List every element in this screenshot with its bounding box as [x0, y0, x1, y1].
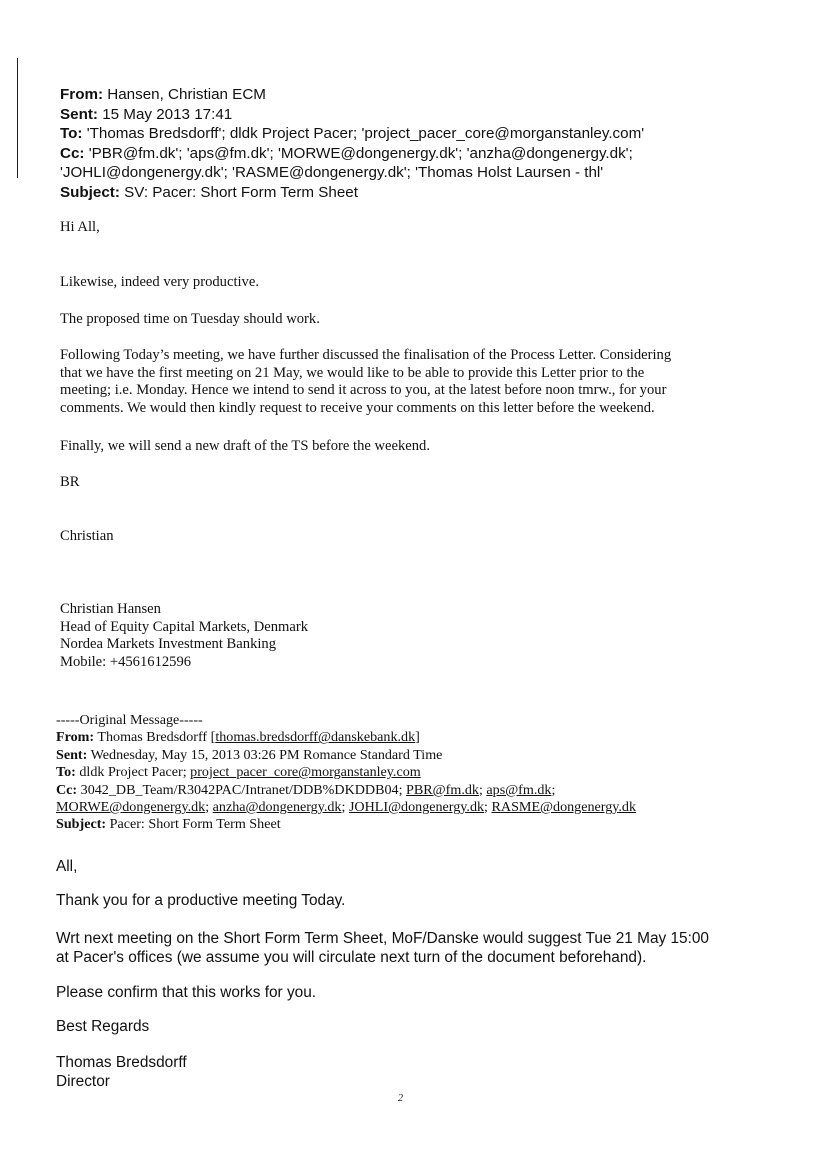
signature-mobile: Mobile: +4561612596: [60, 653, 192, 670]
header-from-row: [60, 85, 800, 105]
signature-title: Head of Equity Capital Markets, Denmark: [60, 618, 309, 635]
body2-paragraph-3: Please confirm that this works for you.: [56, 984, 317, 1001]
original-cc-email-link-5[interactable]: JOHLI@dongenergy.dk: [348, 799, 485, 816]
header-sent-label: Sent:: [60, 105, 98, 123]
header-subject-value: SV: Pacer: Short Form Term Sheet: [119, 183, 358, 201]
original-subject-value: Pacer: Short Form Term Sheet: [106, 816, 281, 833]
original-sent-value: Wednesday, May 15, 2013 03:26 PM Romance Standard Time: [87, 746, 443, 763]
scan-margin-mark: [17, 58, 18, 178]
original-cc-sep: ;: [341, 799, 349, 816]
original-from-email-link[interactable]: thomas.bredsdorff@danskebank.dk: [215, 729, 416, 746]
original-to-email-link[interactable]: project_pacer_core@morganstanley.com: [190, 764, 421, 781]
body2-paragraph-2-line-2: at Pacer's offices (we assume you will circulate next turn of the document beforehand).: [56, 948, 647, 966]
body2-signature-name: Thomas Bredsdorff: [56, 1054, 187, 1071]
body1-paragraph-3-line-2: that we have the first meeting on 21 May, we would like to be able to provide this Letter prior to the: [60, 364, 645, 381]
original-sent-label: Sent:: [56, 746, 88, 763]
body2-closing: Best Regards: [56, 1018, 150, 1035]
signature-company: Nordea Markets Investment Banking: [60, 636, 277, 653]
header-from-value: Hansen, Christian ECM: [103, 86, 266, 103]
original-to-row: [56, 764, 776, 781]
original-cc-sep: ;: [484, 799, 492, 816]
original-cc-email-link-6[interactable]: RASME@dongenergy.dk: [491, 799, 637, 816]
body1-greeting: Hi All,: [60, 219, 100, 235]
original-cc-email-link-1[interactable]: PBR@fm.dk: [406, 781, 479, 798]
body1-paragraph-1: Likewise, indeed very productive.: [60, 274, 259, 290]
body1-paragraph-2: The proposed time on Tuesday should work.: [60, 311, 320, 327]
original-divider: -----Original Message-----: [56, 712, 203, 728]
header-to-label: To:: [60, 125, 83, 142]
original-subject-label: Subject:: [56, 816, 107, 833]
original-from-close: ]: [415, 729, 420, 746]
original-cc-email-link-2[interactable]: aps@fm.dk: [486, 781, 552, 798]
body1-paragraph-3: [60, 347, 750, 417]
body1-name: Christian: [60, 528, 114, 544]
original-from-value: Thomas Bredsdorff [: [94, 729, 216, 746]
body2-paragraph-2: [56, 930, 786, 967]
signature-block: [60, 601, 308, 671]
body1-closing: BR: [60, 474, 80, 490]
header-sent-value: 15 May 2013 17:41: [97, 105, 233, 123]
header-to-row: [60, 124, 800, 144]
body1-paragraph-4: Finally, we will send a new draft of the TS before the weekend.: [60, 438, 431, 454]
body1-paragraph-3-line-4: comments. We would then kindly request to receive your comments on this letter before the weekend.: [60, 399, 655, 416]
original-cc-sep: ;: [205, 799, 213, 816]
original-sent-row: [56, 747, 776, 764]
header-sent-row: [60, 105, 800, 125]
body2-paragraph-1: Thank you for a productive meeting Today.: [56, 892, 346, 909]
original-cc-value: 3042_DB_Team/R3042PAC/Intranet/DDB%DKDDB04;: [77, 781, 407, 798]
original-to-label: To:: [56, 764, 76, 781]
original-cc-row: [56, 782, 776, 799]
body2-signature-title: Director: [56, 1072, 110, 1090]
header-cc-row: [60, 144, 800, 164]
header-cc-value-line1: 'PBR@fm.dk'; 'aps@fm.dk'; 'MORWE@dongenergy.dk'; 'anzha@dongenergy.dk';: [84, 144, 633, 162]
page-number: 2: [398, 1093, 403, 1104]
header-from-label: From:: [60, 86, 104, 103]
header-subject-label: Subject:: [60, 183, 120, 201]
original-cc-label: Cc:: [56, 781, 78, 798]
email-header: [60, 85, 800, 202]
body2-signature: [56, 1054, 786, 1091]
original-subject-row: [56, 816, 776, 833]
original-from-label: From:: [56, 729, 95, 746]
original-cc-row-2: [56, 799, 776, 816]
original-cc-sep: ;: [478, 781, 487, 798]
header-cc-value-line2: 'JOHLI@dongenergy.dk'; 'RASME@dongenergy.dk'; 'Thomas Holst Laursen - thl': [60, 164, 604, 181]
body2-greeting: All,: [56, 858, 78, 875]
header-cc-label: Cc:: [60, 144, 85, 162]
original-cc-email-link-3[interactable]: MORWE@dongenergy.dk: [56, 799, 206, 816]
body1-paragraph-3-line-3: meeting; i.e. Monday. Hence we intend to send it across to you, at the latest before noon tmrw., for your: [60, 382, 667, 399]
header-cc-row-2: [60, 163, 800, 183]
header-subject-row: [60, 183, 800, 203]
header-to-value: 'Thomas Bredsdorff'; dldk Project Pacer; 'project_pacer_core@morganstanley.com': [82, 125, 645, 142]
body2-paragraph-2-line-1: Wrt next meeting on the Short Form Term Sheet, MoF/Danske would suggest Tue 21 May 15:00: [56, 930, 709, 947]
body1-paragraph-3-line-1: Following Today’s meeting, we have further discussed the finalisation of the Process Letter. Considering: [60, 347, 672, 363]
original-cc-sep: ;: [551, 781, 556, 798]
original-cc-email-link-4[interactable]: anzha@dongenergy.dk: [212, 799, 342, 816]
signature-name: Christian Hansen: [60, 601, 161, 617]
original-from-row: [56, 729, 776, 746]
original-to-value: dldk Project Pacer;: [75, 764, 191, 781]
original-message-header: [56, 712, 776, 834]
